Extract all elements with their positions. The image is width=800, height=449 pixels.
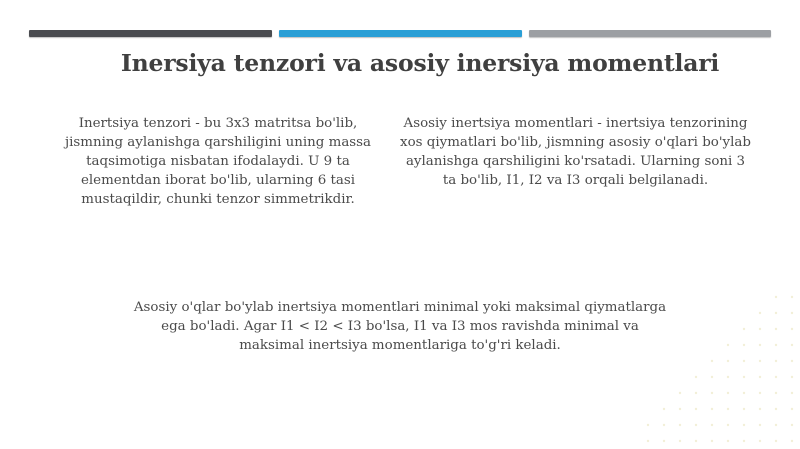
decorative-dot [679,424,681,426]
accent-bar-gray [529,30,771,37]
decorative-dot [791,376,793,378]
decorative-dot [743,328,745,330]
decorative-dot [727,392,729,394]
decorative-dot [695,440,697,442]
decorative-dot [743,360,745,362]
bottom-paragraph: Asosiy o'qlar bo'ylab inertsiya momentlari minimal yoki maksimal qiymatlarga ega bo'ladi. Agar I1 < I2 < I3 bo'lsa, I1 va I3 mos ravishda minimal va maksimal inertsiya momentlariga to'g'ri keladi. [133,300,667,353]
decorative-dot [759,360,761,362]
decorative-dot [711,360,713,362]
decorative-dot [743,424,745,426]
decorative-dot [727,376,729,378]
decorative-dot [791,360,793,362]
decorative-dot [791,424,793,426]
decorative-dot [759,344,761,346]
decorative-dot [711,392,713,394]
decorative-dot [791,440,793,442]
decorative-dot [663,424,665,426]
decorative-dot [791,296,793,298]
decorative-dot [743,392,745,394]
decorative-dot [775,328,777,330]
decorative-dot [727,440,729,442]
right-paragraph: Asosiy inertsiya momentlari - inertsiya tenzorining xos qiymatlari bo'lib, jismning asosiy o'qlari bo'ylab aylanishga qarshiligini ko'rsatadi. Ularning soni 3 ta bo'lib, I1, I2 va I3 orqali belgilanadi. [400,116,751,188]
decorative-dot [775,360,777,362]
decorative-dot [663,408,665,410]
decorative-dot [727,344,729,346]
decorative-dot [727,408,729,410]
decorative-dot [775,376,777,378]
decorative-dot [679,392,681,394]
decorative-dot [711,440,713,442]
decorative-dot [695,408,697,410]
decorative-dot [775,344,777,346]
decorative-dot [695,424,697,426]
left-paragraph: Inertsiya tenzori - bu 3x3 matritsa bo'lib, jismning aylanishga qarshiligini uning massa taqsimotiga nisbatan ifodalaydi. U 9 ta elementdan iborat bo'lib, ularning 6 tasi mustaqildir, chunki tenzor simmetrikdir. [64,116,372,207]
accent-bar-dark [29,30,272,37]
decorative-dot [759,312,761,314]
decorative-dot [791,344,793,346]
decorative-dot [679,440,681,442]
decorative-dot [775,440,777,442]
decorative-dot [759,408,761,410]
decorative-dot [759,376,761,378]
decorative-dot [759,440,761,442]
decorative-dot [743,376,745,378]
decorative-dot [759,392,761,394]
decorative-dot [743,408,745,410]
decorative-dot [647,440,649,442]
decorative-dot [647,424,649,426]
decorative-dot [727,360,729,362]
decorative-dot [759,424,761,426]
decorative-dot [775,392,777,394]
decorative-dot [727,424,729,426]
decorative-dot [711,424,713,426]
decorative-dot [775,312,777,314]
decorative-dot [711,376,713,378]
decorative-dot [743,440,745,442]
decorative-dot [711,408,713,410]
decorative-dot [791,408,793,410]
decorative-dot [775,408,777,410]
slide-title: Inersiya tenzori va asosiy inersiya momentlari [120,49,720,77]
decorative-dot [759,328,761,330]
decorative-dot [695,376,697,378]
decorative-dot [775,424,777,426]
decorative-dot [791,392,793,394]
decorative-dot [743,344,745,346]
accent-bar-blue [279,30,522,37]
decorative-dot [791,312,793,314]
decorative-dot [663,440,665,442]
decorative-dot [679,408,681,410]
decorative-dot [791,328,793,330]
decorative-dot [775,296,777,298]
decorative-dot [695,392,697,394]
header-accent-bars [29,30,771,38]
